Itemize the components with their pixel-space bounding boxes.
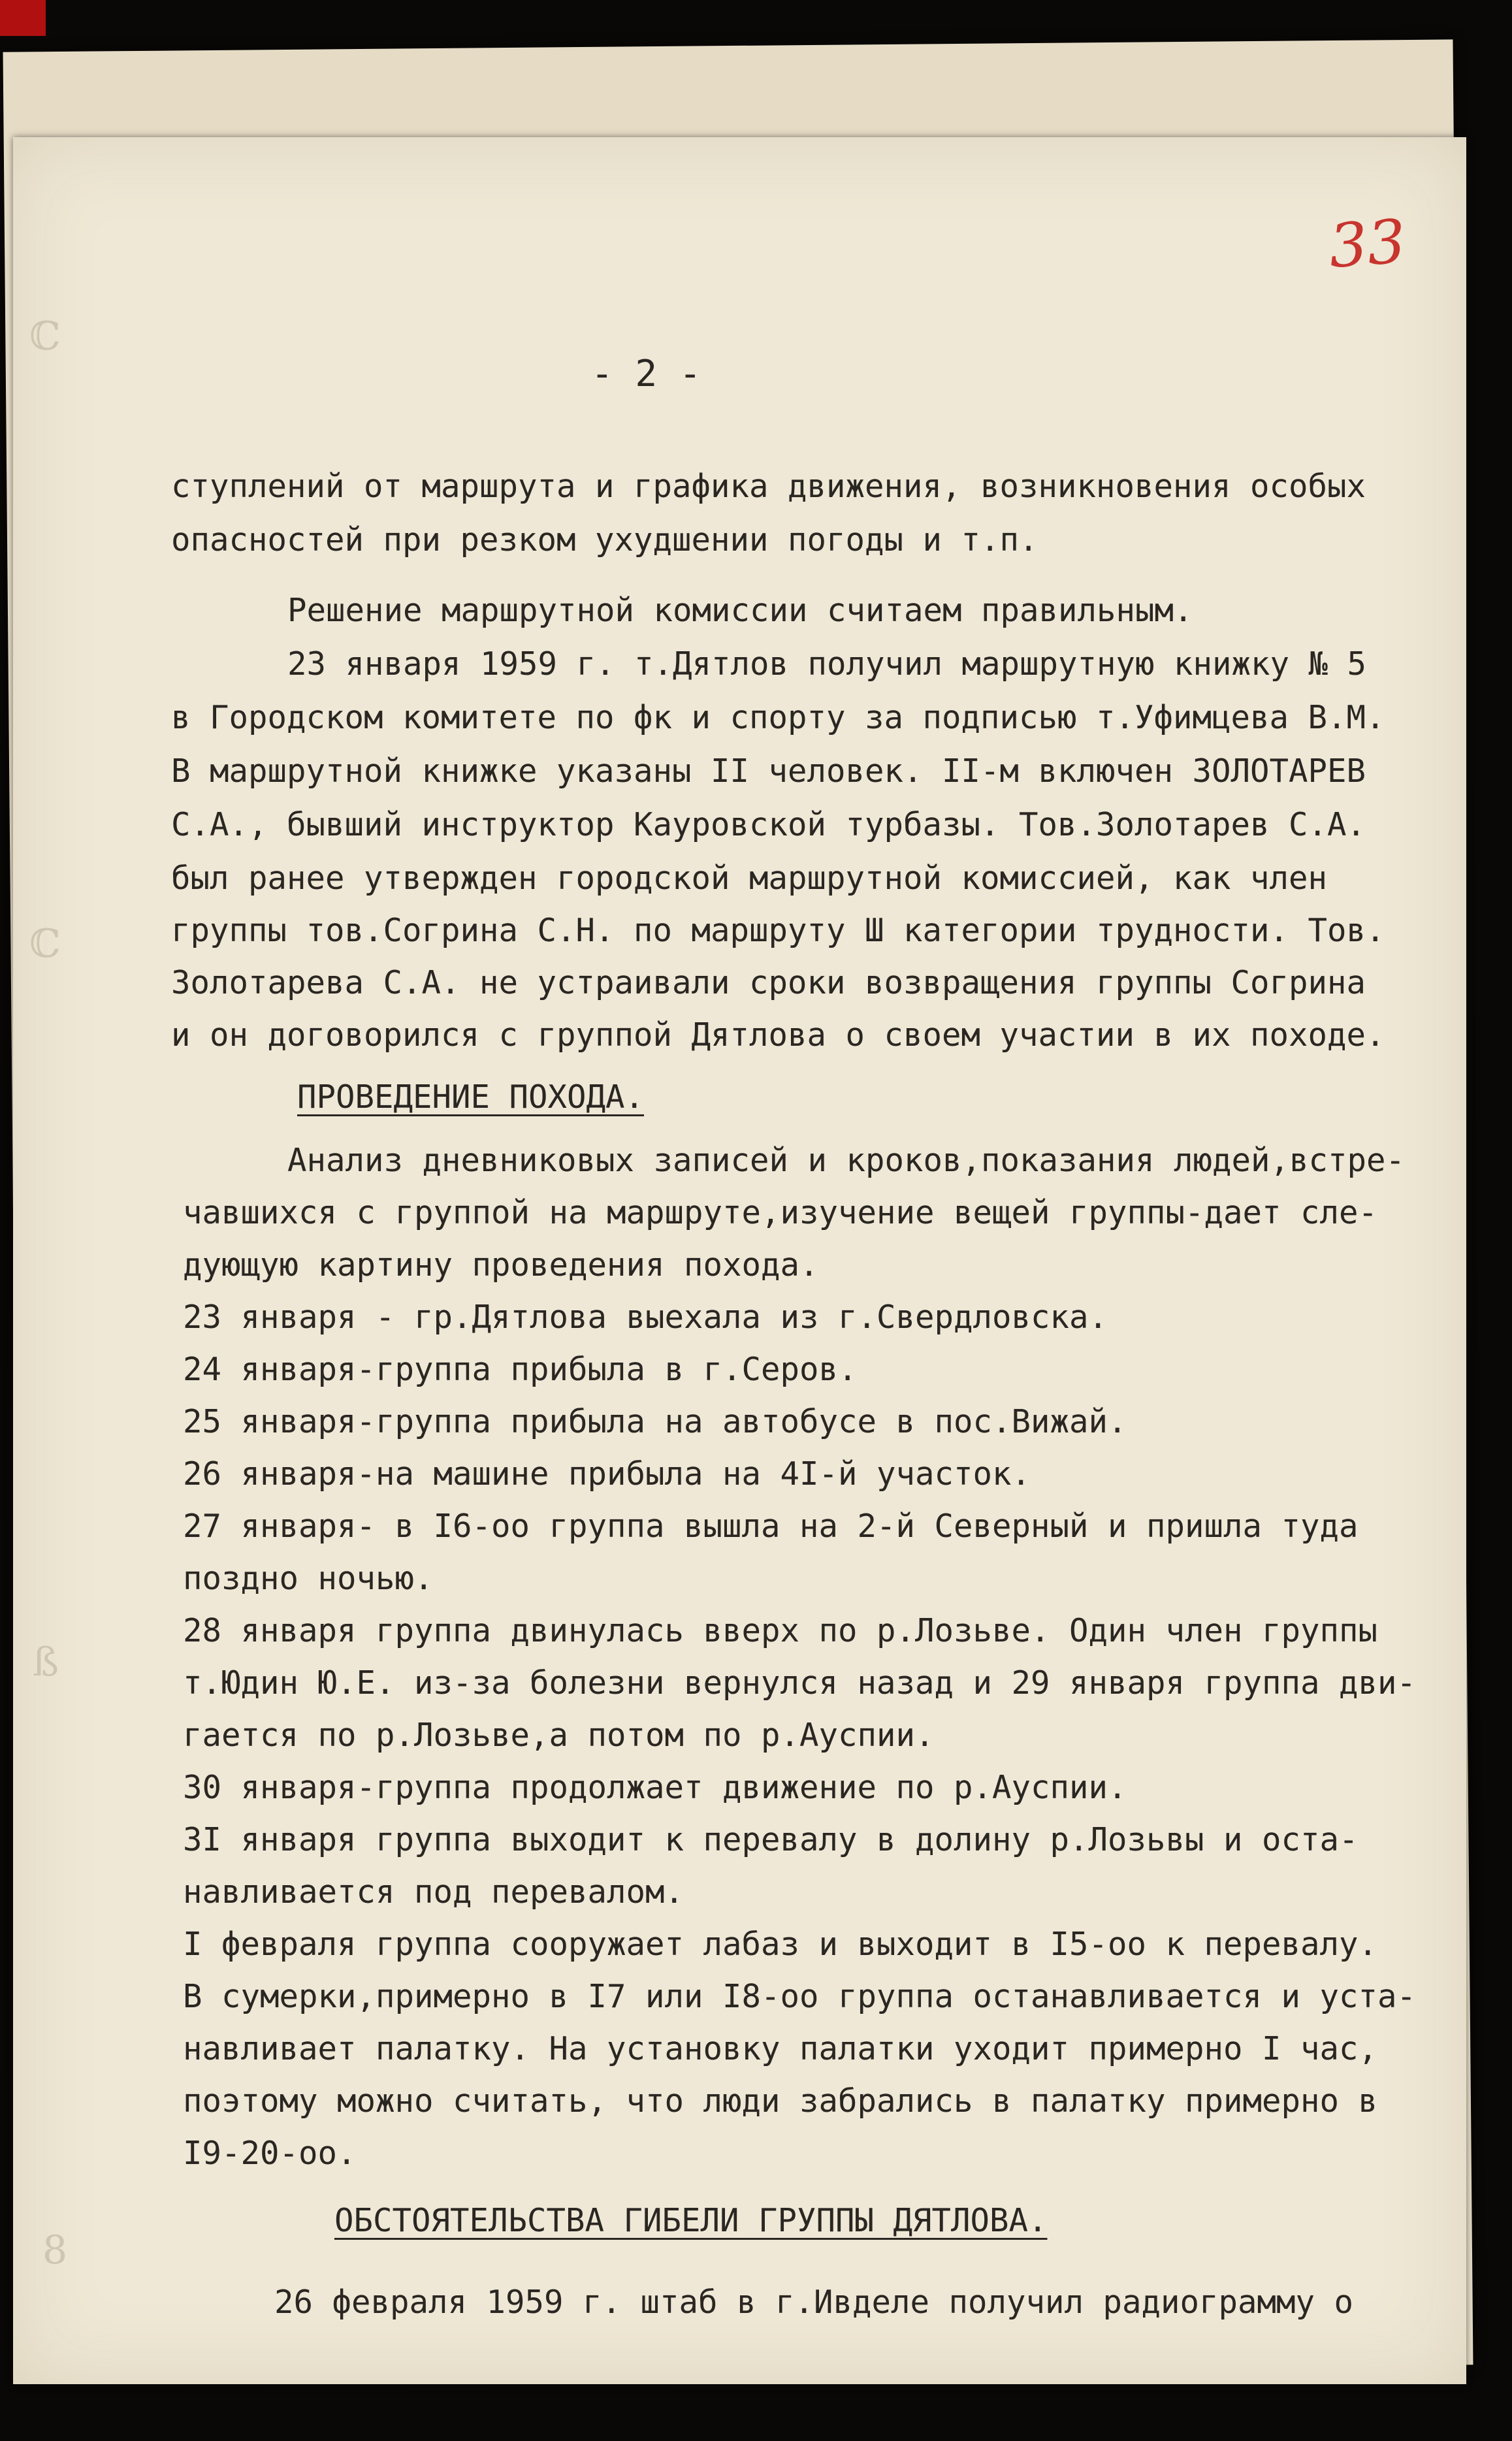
text-line: навливает палатку. На установку палатки уходит примерно I час, (183, 2030, 1378, 2067)
text-line: в Городском комитете по фк и спорту за подписью т.Уфимцева В.М. (171, 699, 1385, 736)
text-line: Решение маршрутной комиссии считаем правильным. (287, 592, 1193, 629)
text-line: ступлений от маршрута и графика движения, возникновения особых (171, 468, 1366, 505)
section-heading: ОБСТОЯТЕЛЬСТВА ГИБЕЛИ ГРУППЫ ДЯТЛОВА. (334, 2202, 1048, 2239)
text-line: и он договорился с группой Дятлова о своем участии в их походе. (171, 1016, 1385, 1054)
text-line: 24 января-группа прибыла в г.Серов. (183, 1351, 858, 1388)
margin-mark: ℂ (29, 314, 61, 359)
text-line: гается по р.Лозьве,а потом по р.Ауспии. (183, 1717, 935, 1754)
text-line: поздно ночью. (183, 1560, 434, 1597)
text-line: 27 января- в I6-оо группа вышла на 2-й Северный и пришла туда (183, 1508, 1359, 1545)
corner-tab (0, 0, 46, 36)
text-line: I февраля группа сооружает лабаз и выходит в I5-оо к перевалу. (183, 1926, 1378, 1963)
text-line: I9-20-оо. (183, 2135, 357, 2172)
margin-mark: ß (33, 1640, 59, 1685)
text-line: поэтому можно считать, что люди забрались в палатку примерно в (183, 2082, 1378, 2120)
text-line: навливается под перевалом. (183, 1873, 684, 1911)
text-line: Анализ дневниковых записей и кроков,показания людей,встре- (287, 1142, 1406, 1179)
text-line: 23 января - гр.Дятлова выехала из г.Свердловска. (183, 1299, 1108, 1336)
folio-number: 33 (1327, 206, 1408, 282)
text-line: группы тов.Согрина С.Н. по маршруту Ш категории трудности. Тов. (171, 912, 1385, 949)
text-line: чавшихся с группой на маршруте,изучение вещей группы-дает сле- (183, 1194, 1378, 1231)
section-heading: ПРОВЕДЕНИЕ ПОХОДА. (297, 1078, 645, 1116)
text-line: опасностей при резком ухудшении погоды и т.п. (171, 521, 1038, 558)
text-line: дующую картину проведения похода. (183, 1246, 819, 1284)
text-line: 25 января-группа прибыла на автобусе в пос.Вижай. (183, 1403, 1127, 1440)
text-line: 26 января-на машине прибыла на 4I-й участок. (183, 1455, 1031, 1493)
text-line: 3I января группа выходит к перевалу в долину р.Лозьвы и оста- (183, 1821, 1359, 1858)
text-line: 30 января-группа продолжает движение по р.Ауспии. (183, 1769, 1127, 1806)
text-line: Золотарева С.А. не устраивали сроки возвращения группы Согрина (171, 964, 1366, 1001)
text-line: В сумерки,примерно в I7 или I8-оо группа останавливается и уста- (183, 1978, 1417, 2015)
margin-mark: ℂ (29, 921, 61, 967)
text-line: 23 января 1959 г. т.Дятлов получил маршрутную книжку № 5 (287, 645, 1367, 683)
text-line: был ранее утвержден городской маршрутной комиссией, как член (171, 860, 1328, 897)
text-line: т.Юдин Ю.Е. из-за болезни вернулся назад и 29 января группа дви- (183, 1664, 1417, 1702)
text-line: 26 февраля 1959 г. штаб в г.Ивделе получил радиограмму о (274, 2284, 1354, 2321)
margin-mark: 8 (42, 2227, 68, 2273)
text-line: С.А., бывший инструктор Кауровской турбазы. Тов.Золотарев С.А. (171, 806, 1366, 843)
text-line: 28 января группа двинулась вверх по р.Лозьве. Один член группы (183, 1612, 1378, 1649)
text-line: В маршрутной книжке указаны II человек. II-м включен ЗОЛОТАРЕВ (171, 752, 1366, 790)
page-number: - 2 - (591, 353, 701, 395)
